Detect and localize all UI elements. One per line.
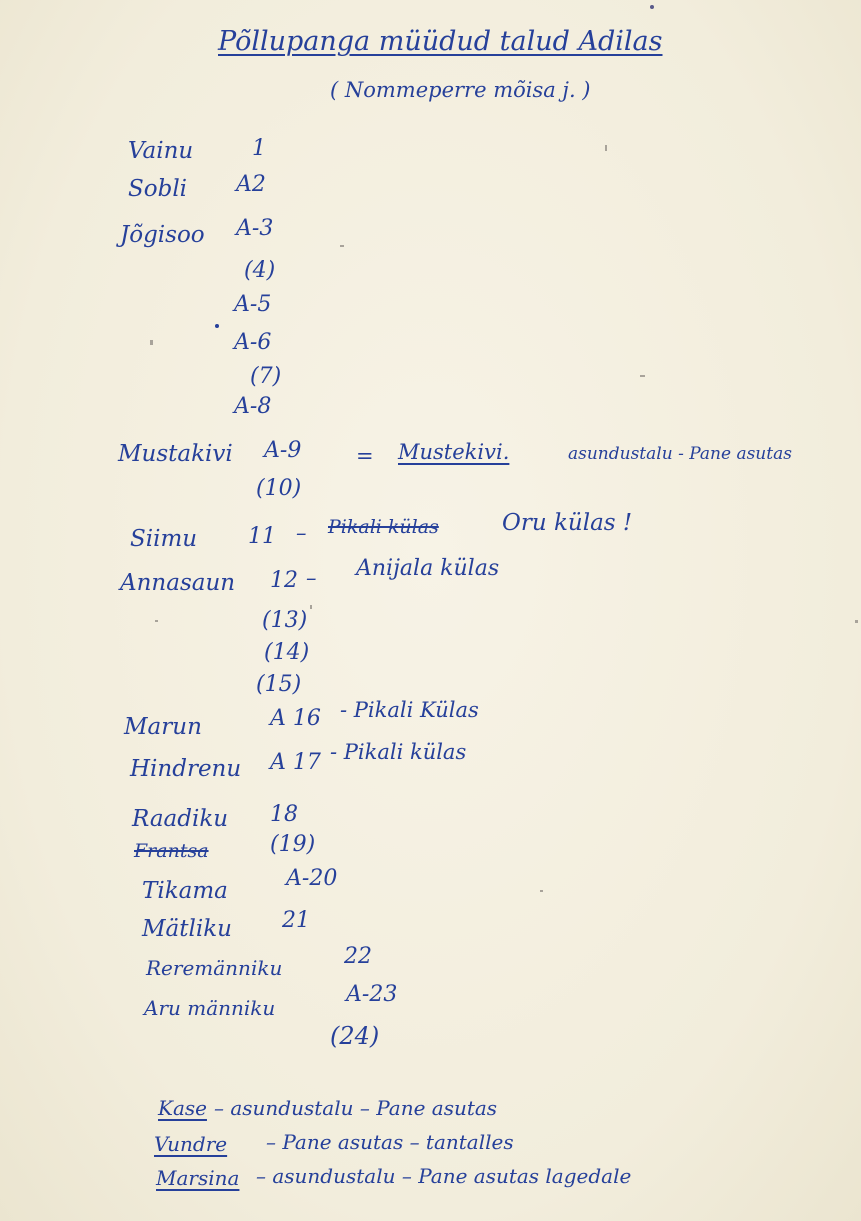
entry-number: (19) [270, 832, 316, 857]
entry-number: (24) [330, 1022, 380, 1050]
ink-dot [215, 324, 219, 328]
entry-name: Annasaun [120, 570, 236, 596]
paper-speck [640, 375, 645, 377]
entry-number: A 16 [270, 706, 321, 731]
entry-name: Mustakivi [118, 441, 233, 467]
entry-number: 22 [344, 944, 372, 969]
entry-name: Vainu [128, 138, 194, 164]
entry-number: 21 [282, 908, 310, 933]
entry-name: Hindrenu [130, 756, 242, 782]
paper-speck [605, 145, 607, 151]
entry-name: Sobli [128, 176, 188, 202]
entry-number: 12 [270, 568, 298, 593]
entry-number: (10) [256, 476, 302, 501]
entry-number: A-8 [234, 394, 272, 419]
entry-number: (4) [244, 258, 276, 283]
footer-text: – Pane asutas – tantalles [266, 1130, 514, 1154]
entry-number: A-5 [234, 292, 272, 317]
entry-number: A-9 [264, 438, 302, 463]
document-subtitle: ( Nommeperre mõisa j. ) [330, 78, 591, 102]
entry-number: 11 [248, 524, 276, 549]
entry-note-struck: Pikali külas [328, 516, 439, 538]
paper-speck [855, 620, 858, 623]
entry-number: A-23 [346, 982, 398, 1007]
entry-name: Jõgisoo [120, 222, 205, 248]
paper-speck [650, 5, 654, 9]
entry-number: (15) [256, 672, 302, 697]
entry-number: A 17 [270, 750, 321, 775]
entry-number: A-6 [234, 330, 272, 355]
paper-speck [540, 890, 543, 892]
entry-note: - Pikali külas [330, 740, 467, 764]
footer-text: – asundustalu – Pane asutas lagedale [256, 1164, 632, 1188]
entry-name-struck: Frantsa [134, 840, 209, 862]
entry-number: (13) [262, 608, 308, 633]
entry-number: (7) [250, 364, 282, 389]
entry-name: Siimu [130, 526, 198, 552]
entry-number: (14) [264, 640, 310, 665]
entry-name: Raadiku [132, 806, 229, 832]
entry-number: 18 [270, 802, 298, 827]
document-title: Põllupanga müüdud talud Adilas [218, 26, 663, 57]
footer-name: Kase [158, 1096, 207, 1120]
entry-name: Tikama [142, 878, 228, 904]
footer-name: Marsina [156, 1166, 240, 1190]
entry-note: Anijala külas [356, 556, 500, 581]
entry-name: Aru männiku [144, 996, 276, 1020]
paper-speck [310, 605, 312, 609]
entry-dash: – [306, 566, 317, 590]
paper-speck [340, 245, 344, 247]
footer-name: Vundre [154, 1132, 228, 1156]
entry-number: A-20 [286, 866, 338, 891]
footer-text: – asundustalu – Pane asutas [214, 1096, 498, 1120]
entry-name: Marun [124, 714, 202, 740]
entry-note: asundustalu - Pane asutas [568, 444, 792, 464]
entry-note-equals: = [356, 444, 374, 468]
entry-note: - Pikali Külas [340, 698, 479, 722]
entry-number: 1 [252, 136, 266, 161]
entry-note-emphasis: Mustekivi. [398, 440, 510, 464]
entry-note: Oru külas ! [502, 510, 633, 536]
entry-number: A2 [236, 172, 266, 197]
paper-speck [155, 620, 158, 622]
entry-number: A-3 [236, 216, 274, 241]
entry-dash: – [296, 521, 307, 545]
entry-name: Mätliku [142, 916, 232, 942]
paper-speck [150, 340, 153, 345]
entry-name: Reremänniku [146, 956, 283, 980]
